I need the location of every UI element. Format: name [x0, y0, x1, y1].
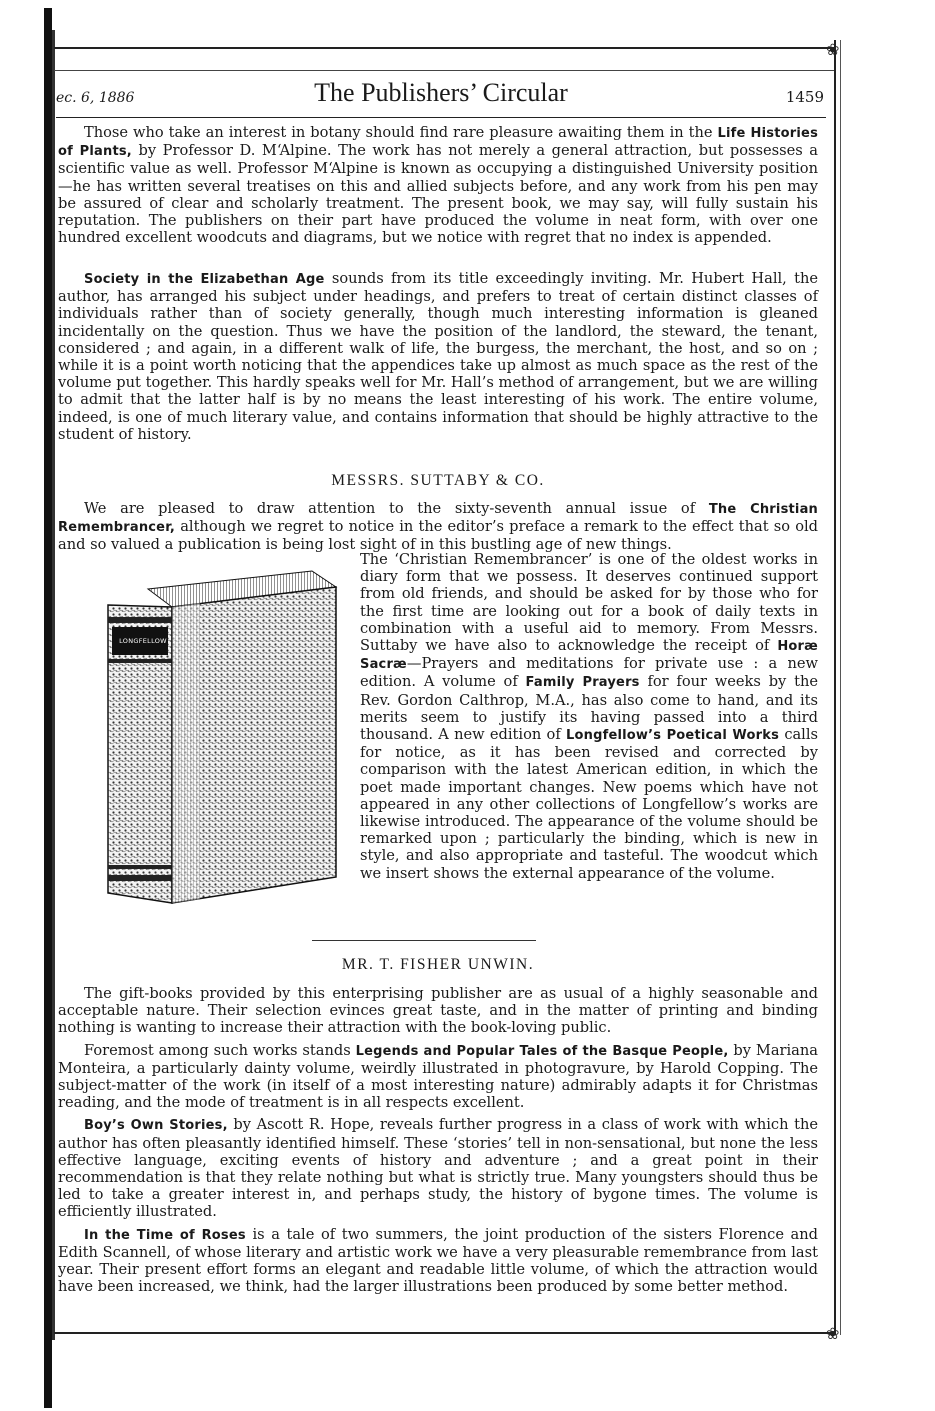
- review-botany: [58, 124, 818, 246]
- section-heading: MR. T. FISHER UNWIN.: [341, 956, 535, 973]
- spine-label: LONGFELLOW: [119, 637, 167, 645]
- book-woodcut-illustration: [100, 565, 342, 911]
- book-title: Society in the Elizabethan Age: [84, 272, 325, 287]
- issue-date: ec. 6, 1886: [56, 90, 135, 106]
- review-paragraph: The gift-books provided by this enterprising publisher are as usual of a highly seasonable and acceptable nature. Their selection evinces great taste, and in the matter of printing and binding nothing is wanting to increase their attraction with the book-loving public.: [58, 985, 818, 1037]
- review-society: [58, 270, 818, 443]
- section-divider: [312, 940, 536, 941]
- review-paragraph: Those who take an interest in botany should find rare pleasure awaiting them in the Life Histories of Plants, by Professor D. M‘Alpine. The work has not merely a general attraction, but possesses a scientific value as well. Professor M‘Alpine is known as occupying a distinguished University position—he has written several treatises on this and allied subjects before, and any work from his pen may be assured of clear and scholarly treatment. The present book, we may say, will fully sustain his reputation. The publishers on their part have produced the volume in neat form, with over one hundred excellent woodcuts and diagrams, but we notice with regret that no index is appended.: [58, 124, 819, 247]
- book-title: Horæ Sacræ: [360, 639, 818, 673]
- review-paragraph: In the Time of Roses is a tale of two summers, the joint production of the sisters Florence and Edith Scannell, of whose literary and artistic work we have a very pleasurable remembrance from last year. Their present effort forms an elegant and readable little volume, of which the attraction would have been increased, we think, had the larger illustrations been produced by some better method.: [58, 1225, 818, 1296]
- right-rule-thin: [840, 40, 841, 1335]
- header-rule: [56, 117, 826, 118]
- book-icon: [100, 565, 342, 911]
- book-title: Legends and Popular Tales of the Basque People,: [355, 1043, 729, 1059]
- page-number: 1459: [785, 88, 824, 106]
- book-title: Boy’s Own Stories,: [84, 1118, 228, 1134]
- page-edge-bar-inner: [52, 30, 55, 1340]
- book-title: Longfellow’s Poetical Works: [566, 728, 780, 744]
- book-title: The Christian Remembrancer,: [58, 502, 819, 536]
- review-paragraph: Foremost among such works stands Legends and Popular Tales of the Basque People, by Mariana Monteira, a particularly dainty volume, weirdly illustrated in photogravure, by Harold Copping. The subject-matter of the work (in itself of a most interesting nature) admirably adapts it for Christmas reading, and the mode of treatment is in all respects excellent.: [58, 1041, 818, 1112]
- corner-ornament-icon: ❀: [826, 1324, 840, 1343]
- unwin-body: [58, 985, 818, 1295]
- review-paragraph: Boy’s Own Stories, by Ascott R. Hope, reveals further progress in a class of work with which the author has often pleasantly identified himself. These ‘stories’ tell in non-sensational, but none the less effective language, exciting events of history and adventure ; and a great point in their recommendation is that they relate nothing but what is strictly true. Many youngsters should thus be led to take a greater interest in, and perhaps study, the history of bygone times. The volume is efficiently illustrated.: [58, 1116, 818, 1221]
- book-title: Family Prayers: [525, 675, 640, 691]
- top-rule: [54, 47, 834, 49]
- bottom-rule: [54, 1332, 834, 1334]
- journal-title: The Publishers’ Circular: [314, 78, 568, 107]
- review-paragraph: We are pleased to draw attention to the sixty-seventh annual issue of The Christian Remembrancer, although we regret to notice in the editor’s preface a remark to the effect that so old and so valued a publication is being lost sight of in this bustling age of new things.: [58, 500, 819, 554]
- top-rule-thin: [54, 70, 834, 71]
- running-header: [56, 76, 826, 112]
- suttaby-intro: [58, 500, 818, 554]
- book-title: Life Histories of Plants,: [58, 126, 819, 160]
- review-paragraph: Society in the Elizabethan Age sounds from its title exceedingly inviting. Mr. Hubert Hall, the author, has arranged his subject under headings, and prefers to treat of certain distinct classes of individuals rather than of society generally, though much interesting information is gleaned incidentally on the question. Thus we have the position of the landlord, the steward, the tenant, considered ; and again, in a different walk of life, the burgess, the merchant, the host, and so on ; while it is a point worth noticing that the appendices take up almost as much space as the rest of the volume put together. This hardly speaks well for Mr. Hall’s method of arrangement, but we are willing to admit that the latter half is by no means the least interesting of his work. The entire volume, indeed, is one of much literary value, and contains information that should be highly attractive to the student of history.: [58, 270, 818, 443]
- book-title: In the Time of Roses: [84, 1227, 246, 1243]
- suttaby-body: The ‘Christian Remembrancer’ is one of the oldest works in diary form that we possess. It deserves continued support from old friends, and should be asked for by those who for the first time are looking out for a book of daily texts in combination with a useful aid to memory. From Messrs. Suttaby we have also to acknowledge the receipt of Horæ Sacræ—Prayers and meditations for private use : a new edition. A volume of Family Prayers for four weeks by the Rev. Gordon Calthrop, M.A., has also come to hand, and its merits seem to justify its having passed into a third thousand. A new edition of Longfellow’s Poetical Works calls for notice, as it has been revised and corrected by comparison with the latest American edition, in which the poet made important changes. New poems which have not appeared in any other collections of Longfellow’s works are likewise introduced. The appearance of the volume should be remarked upon ; particularly the binding, which is new in style, and also appropriate and tasteful. The woodcut which we insert shows the external appearance of the volume.: [360, 551, 819, 882]
- section-heading: MESSRS. SUTTABY & CO.: [331, 472, 545, 489]
- right-rule: [834, 40, 836, 1335]
- page-edge-bar: [44, 8, 52, 1408]
- corner-ornament-icon: ❀: [826, 40, 840, 59]
